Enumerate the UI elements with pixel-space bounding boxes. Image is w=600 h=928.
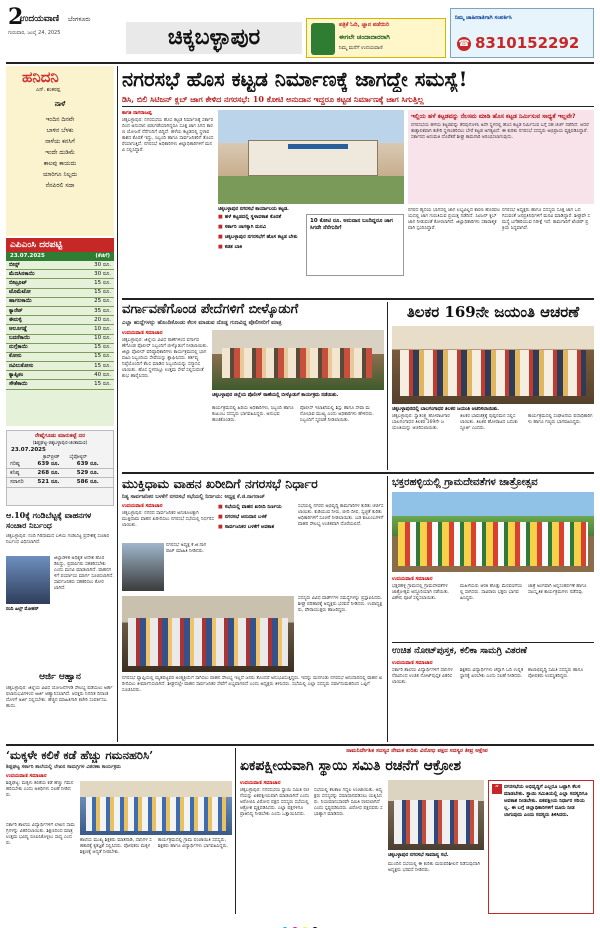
masthead — [6, 4, 594, 60]
vegetable-name: ಮೆಣಸಿನಕಾಯಿ — [6, 270, 69, 279]
left-story-1-headline: ಆ.10ಕ್ಕೆ ಗಂಡಿಬೆಟ್ಟಕ್ಕೆ ವಾಹನಗಳ ಸಂಚಾರ ನಿರ್ಬಂಧ — [6, 510, 92, 530]
highlight-item — [218, 524, 294, 531]
table-row — [6, 362, 114, 371]
quote-mark-icon: “ — [492, 784, 502, 794]
ad1-line1: ಪತ್ರಿಕೆ ಓದಿ, ಜ್ಞಾನ ಪಡೆಯಿರಿ — [339, 22, 389, 28]
masthead-date: ಗುರುವಾರ, ಜುಲೈ 24, 2025 — [8, 30, 61, 36]
police-headline: ವರ್ಗಾವಣೆಗೊಂಡ ಪೇದೆಗಳಿಗೆ ಬೀಳ್ಕೊಡುಗೆ — [122, 302, 299, 317]
highlight-text: ಸಾರ್ವಜನಿಕರ ಬಳಕೆಗೆ ಅವಕಾಶ — [224, 524, 275, 530]
vehicle-headline: ಮುಕ್ತಿಧಾಮ ವಾಹನ ಖರೀದಿಗೆ ನಗರಸಭೆ ನಿರ್ಧಾರ — [122, 476, 318, 491]
vegetable-price: 30 ರೂ. — [69, 261, 114, 270]
vegetable-price: 35 ರೂ. — [69, 306, 114, 315]
table-row — [7, 460, 113, 469]
vegetable-name: ಬೀನ್ಸ್ — [6, 261, 69, 270]
ad1-line3: ನಿಮ್ಮ ಮನೆಗೆ ಉದಯವಾಣಿ — [339, 45, 383, 51]
lead-subhead: ಡಿಸಿ, ಬಿಲಿ ಸಿಟಿಜನ್ ಕ್ಲಬ್ ಜಾಗ ಕೇಳಿದ ನಗರಸಭೆ: 10 ಕೋಟಿ ಅನುದಾನ ಇದ್ದರೂ ಕಟ್ಟಡ ನಿರ್ಮಾಣಕ್ಕೆ ಜಾಗ ಸಿಗುತ್ತಿಲ್ಲ — [122, 94, 424, 104]
lead-body-col5: ನಗರಸಭೆ ಅಧ್ಯಕ್ಷರು ಹಾಗೂ ಸದಸ್ಯರು ಸೂಕ್ತ ಜಾಗ ಒದಗಿಸುವಂತೆ ಜನಪ್ರತಿನಿಧಿಗಳಿಗೆ ಮನವಿ ಮಾಡಿದ್ದಾರೆ. ಶೀಘ್ರವೇ ಸಮಸ್ಯೆ ಬಗೆಹರಿಯುವ ನಿರೀಕ್ಷೆ ಇದೆ. ಕಾಮಗಾರಿಗೆ ಟೆಂಡರ್ ಪ್ರಕ್ರಿಯೆ ಸಿದ್ಧವಾಗಿದೆ. — [502, 208, 590, 231]
committee-body-1: ಚಿಕ್ಕಬಳ್ಳಾಪುರ: ನಗರಸಭೆಯ ಸ್ಥಾಯಿ ಸಮಿತಿ ರಚನೆಯನ್ನು ಏಕಪಕ್ಷೀಯವಾಗಿ ಮಾಡಲಾಗಿದೆ ಎಂದು ಆರೋಪಿಸಿ ವಿರೋಧ ಪಕ್ಷದ ಸದಸ್ಯರು ಸಭೆಯಲ್ಲಿ ಆಕ್ರೋಶ ವ್ಯಕ್ತಪಡಿಸಿದರು. ಎಲ್ಲಾ ಪಕ್ಷಗಳಿಗೂ ಪ್ರಾತಿನಿಧ್ಯ ನೀಡಬೇಕು ಎಂದು ಒತ್ತಾಯಿಸಿದರು. — [240, 788, 310, 817]
lead-photo — [218, 110, 404, 204]
highlight-item — [218, 224, 302, 231]
police-photo — [212, 330, 384, 390]
vegetable-name: ಕ್ಯಾಪ್ಸಿಕಂ — [6, 371, 69, 380]
portrait-photo — [6, 556, 50, 604]
police-subhead: ಎಲ್ಲಾ ಹುದ್ದೆಗಳನ್ನು ಹೊಂದಿಕೊಂಡು ಕೆಲಸ ಮಾಡುವ ದೊಡ್ಡ ಗುಣವಿದ್ದ ಪೊಲೀಸರಿಗೆ ಮಾತ್ರ — [122, 320, 282, 326]
left-story-2 — [6, 672, 114, 742]
silk-rate-value: 268 ರೂ. — [35, 469, 74, 478]
vegetable-price: 30 ರೂ. — [69, 270, 114, 279]
highlight-text: ಸರ್ಕಾರಿ ಜಾಗಕ್ಕಾಗಿ ಮನವಿ — [224, 224, 266, 230]
print-color-bar — [268, 918, 332, 926]
school-body-3: ಶಾಲೆಯ ಮುಖ್ಯ ಶಿಕ್ಷಕರು ಮಾತನಾಡಿ, ದಾನಿಗಳ ಸಹಕಾರಕ್ಕೆ ಕೃತಜ್ಞತೆ ಸಲ್ಲಿಸಿದರು. ಪೋಷಕರು ಮಕ್ಕಳ ಶಿಕ್ಷಣಕ್ಕೆ ಆದ್ಯತೆ ನೀಡಬೇಕು. — [80, 838, 152, 855]
highlight-item — [218, 514, 294, 521]
left-story-1-body-2: ಜಿಲ್ಲಾಡಳಿತ ಅಧಿಕೃತ ಆದೇಶ ಹೊರಡಿಸಿದ್ದು, ಪ್ರವಾಸಿಗರು ಸಹಕರಿಸಬೇಕು ಎಂದು ಮನವಿ ಮಾಡಲಾಗಿದೆ. ವಾಹನಗಳಿಗೆ ಪರ್ಯಾಯ ಮಾರ್ಗ ಸೂಚಿಸಲಾಗಿದೆ. ಸಾರ್ವಜನಿಕರು ಸಹಕರಿಸಲು ಕೋರಲಾಗಿದೆ. — [54, 556, 114, 591]
silk-rate-value: 639 ರೂ. — [74, 460, 113, 469]
paper-name: ಉದಯವಾಣಿ — [20, 14, 60, 24]
school-subhead: ಶಿಡ್ಲಘಟ್ಟ ಸರ್ಕಾರಿ ಶಾಲೆಯಲ್ಲಿ ಲೇಖನ ಸಾಮಗ್ರಿಗಳ ವಿತರಣಾ ಕಾರ್ಯಕ್ರಮ — [6, 764, 121, 770]
left-story-1-body: ಚಿಕ್ಕಬಳ್ಳಾಪುರ: ನಂದಿ ಗಿರಿಧಾಮದ ಬಳಿಯ ಗಂಡಿಬೆಟ್ಟ ಪ್ರದೇಶಕ್ಕೆ ಸಂಚಾರ ನಿರ್ಬಂಧ ವಿಧಿಸಲಾಗಿದೆ. — [6, 534, 110, 545]
silk-rate-value: 521 ರೂ. — [35, 478, 74, 487]
police-body-3: ಪೊಲೀಸ್ ಇಲಾಖೆಯಲ್ಲಿ ಶಿಸ್ತು ಹಾಗೂ ಸೇವಾ ಮನೋಭಾವ ಮುಖ್ಯ ಎಂದು ಅಧಿಕಾರಿಗಳು ಹೇಳಿದರು. ಸಿಬ್ಬಂದಿಗೆ ಸ್ಮರಣಿಕೆ ನೀಡಲಾಯಿತು. — [300, 406, 374, 423]
silk-rate-value: 586 ರೂ. — [74, 478, 113, 487]
poem-line: ಇಂದಿನ ದಿನವೇ — [45, 116, 75, 123]
vehicle-body-3: ಸದಸ್ಯರು ವಿವಿಧ ವಾರ್ಡ್‌ಗಳ ಸಮಸ್ಯೆಗಳನ್ನು ಪ್ರಸ್ತಾಪಿಸಿದರು. ಶೀಘ್ರ ಪರಿಹಾರಕ್ಕೆ ಅಧ್ಯಕ್ಷರು ಭರವಸೆ ನೀಡಿದರು. ಉಪಾಧ್ಯಕ್ಷರು, ಪೌರಾಯುಕ್ತರು ಹಾಜರಿದ್ದರು. — [298, 596, 383, 613]
table-row — [6, 343, 114, 352]
temple-body-2: ಮಹಿಳೆಯರು ಆರತಿ ಹೊತ್ತು ಮೆರವಣಿಗೆಯಲ್ಲಿ ಸಾಗಿದರು. ಸಾವಿರಾರು ಭಕ್ತರು ಭಾಗವಹಿಸಿದ್ದರು. — [460, 584, 523, 601]
temple-byline: ಉದಯವಾಣಿ ಸಮಾಚಾರ — [392, 576, 433, 582]
side-box-body: ನಗರಸಭೆಯ ಹಳೆಯ ಕಟ್ಟಡವನ್ನು ತೆರವುಗೊಳಿಸಿ ಅದೇ ಸ್ಥಳದಲ್ಲಿ ಹೊಸ ಕಟ್ಟಡ ನಿರ್ಮಿಸುವ ಬಗ್ಗೆ ಸಹ ಚರ್ಚೆ ನಡೆದಿದೆ. ಆದರೆ ತಾತ್ಕಾಲಿಕವಾಗಿ ಕಚೇರಿ ಸ್ಥಳಾಂತರಿಸಲು ಬೇರೆ ಕಟ್ಟಡ ಅಗತ್ಯವಿದೆ. ಈ ಕುರಿತು ನಗರಸಭೆ ಸದಸ್ಯರು ಅಭಿಪ್ರಾಯ ವ್ಯಕ್ತಪಡಿಸಿದ್ದಾರೆ. ಸರ್ಕಾರದ ಅನುಮತಿ ದೊರೆತರೆ ಶೀಘ್ರ ಕಾಮಗಾರಿ ಆರಂಭಿಸಲಾಗುವುದು. — [411, 123, 589, 140]
apmc-rates-box — [6, 238, 114, 426]
highlight-text: ಸಭೆಯಲ್ಲಿ ವಾಹನ ಖರೀದಿ ನಿರ್ಣಯ — [224, 504, 282, 510]
books-headline: ಉಚಿತ ನೋಟ್‌ಪುಸ್ತಕ, ಕಲಿಕಾ ಸಾಮಗ್ರಿ ವಿತರಣೆ — [392, 646, 527, 656]
police-byline: ಉದಯವಾಣಿ ಸಮಾಚಾರ — [122, 330, 163, 336]
table-row — [6, 325, 114, 334]
poem-title: ನಾಳೆ — [54, 100, 66, 108]
vegetable-name: ನವಿಲುಕೋಸು — [6, 362, 69, 371]
books-body-3: ಶಾಲಾಭಿವೃದ್ಧಿ ಸಮಿತಿ ಸದಸ್ಯರು ಹಾಗೂ ಪೋಷಕರು ಉಪಸ್ಥಿತರಿದ್ದರು. — [528, 668, 584, 679]
table-row — [6, 297, 114, 306]
committee-byline: ಉದಯವಾಣಿ ಸಮಾಚಾರ — [240, 780, 281, 786]
honey-author: ಎನ್. ಶಂಕರಪ್ಪ — [36, 87, 61, 93]
tilak-body-3: ಕಾರ್ಯಕ್ರಮದಲ್ಲಿ ಸಂಘಟನೆಯ ಪದಾಧಿಕಾರಿಗಳು ಹಾಗೂ ಗಣ್ಯರು ಭಾಗವಹಿಸಿದ್ದರು. — [528, 414, 593, 425]
silk-rate-label: ಕನಿಷ್ಠ — [7, 469, 35, 478]
table-row — [7, 469, 113, 478]
left-story-2-headline: ಆರ್ಜಿ ಆಹ್ವಾನ — [39, 672, 81, 682]
edition-banner — [126, 22, 302, 54]
honey-drop-box — [6, 66, 114, 236]
vegetable-name: ಸೌತೆಕಾಯಿ — [6, 380, 69, 389]
vegetable-price: 10 ರೂ. — [69, 334, 114, 343]
bullet-icon: ■ — [218, 514, 223, 520]
temple-photo — [392, 492, 594, 572]
left-story-2-body: ಚಿಕ್ಕಬಳ್ಳಾಪುರ: ಜಿಲ್ಲೆಯ ವಿವಿಧ ಯೋಜನೆಗಳಡಿ ಸೌಲಭ್ಯ ಪಡೆಯಲು ಅರ್ಹ ಫಲಾನುಭವಿಗಳಿಂದ ಅರ್ಜಿ ಆಹ್ವಾನಿಸಲಾಗಿದೆ. ಆಸಕ್ತರು ನಿಗದಿತ ದಿನಾಂಕದೊಳಗೆ ಅರ್ಜಿ ಸಲ್ಲಿಸಬೇಕು. ಹೆಚ್ಚಿನ ಮಾಹಿತಿಗಾಗಿ ಕಚೇರಿ ಸಂಪರ್ಕಿಸಬಹುದು. — [6, 686, 113, 709]
committee-kicker: ನಾಮನಿರ್ದೇಶಿತ ಸದಸ್ಯರ ನೇಮಕ ಕುರಿತು ವಿರೋಧ ಪಕ್ಷದ ಸದಸ್ಯರ ತೀವ್ರ ಆಕ್ಷೇಪ — [346, 748, 488, 754]
silk-head-cross: ಕ್ರಾಸ್‌ಬ್ರೀಡ್ — [43, 455, 60, 460]
school-body-4: ಕಾರ್ಯಕ್ರಮದಲ್ಲಿ ಗ್ರಾಮ ಪಂಚಾಯಿತಿ ಸದಸ್ಯರು, ಶಿಕ್ಷಕರು ಹಾಗೂ ವಿದ್ಯಾರ್ಥಿಗಳು ಭಾಗವಹಿಸಿದ್ದರು. — [158, 838, 229, 849]
vehicle-highlights — [218, 504, 294, 594]
vegetable-name: ಕ್ಯಾರೆಟ್ — [6, 306, 69, 315]
silk-subtitle: (ಶಿಡ್ಲಘಟ್ಟ-ಚಿಕ್ಕಬಳ್ಳಾಪುರ-ಚಿಂತಾಮಣಿ) — [32, 441, 88, 446]
apmc-title: ಎಪಿಎಂಸಿ ದರಪಟ್ಟಿ — [6, 238, 114, 252]
poem-line: ನೆನಪಿರಲಿ ಸದಾ — [45, 182, 75, 189]
lead-body-col1: ಚಿಕ್ಕಬಳ್ಳಾಪುರ: ನಗರಸಭೆಯ ಹೊಸ ಕಟ್ಟಡ ನಿರ್ಮಾಣಕ್ಕೆ ಸರ್ಕಾರದಿಂದ ಅನುದಾನ ಬಿಡುಗಡೆಯಾಗಿದ್ದರೂ ಸೂಕ್ತ ಜಾಗ ಸಿಗದ ಕಾರಣ ಯೋಜನೆ ನೆನೆಗುದಿಗೆ ಬಿದ್ದಿದೆ. ಹಳೆಯ ಕಟ್ಟಡದಲ್ಲಿ ಸ್ಥಳಾವಕಾಶದ ಕೊರತೆ ಇದ್ದು, ಸಿಬ್ಬಂದಿ ಹಾಗೂ ಸಾರ್ವಜನಿಕರಿಗೆ ತೊಂದರೆಯಾಗುತ್ತಿದೆ. ನಗರಸಭೆ ಅಧಿಕಾರಿಗಳು ಜಿಲ್ಲಾಧಿಕಾರಿಗಳಿಗೆ ಮನವಿ ಸಲ್ಲಿಸಿದ್ದಾರೆ. — [122, 118, 214, 153]
committee-body-2: ಸಭೆಯಲ್ಲಿ ಕೆಲಕಾಲ ಗದ್ದಲ ಉಂಟಾಯಿತು. ಅಧ್ಯಕ್ಷರು ಸದಸ್ಯರನ್ನು ಸಮಾಧಾನಪಡಿಸಲು ಯತ್ನಿಸಿದರು. ನಿಯಮಾನುಸಾರವೇ ಸಮಿತಿ ರಚಿಸಲಾಗಿದೆ ಎಂದು ಸ್ಪಷ್ಟಪಡಿಸಿದರು. ವಿರೋಧ ಪಕ್ಷದವರು ಸಭಾತ್ಯಾಗ ಮಾಡಿದರು. — [314, 788, 383, 817]
books-body-2: ಶಿಕ್ಷಕರು ವಿದ್ಯಾರ್ಥಿಗಳು ಚೆನ್ನಾಗಿ ಓದಿ ಉನ್ನತ ಸ್ಥಾನಕ್ಕೆ ಏರಬೇಕು ಎಂದು ಸಲಹೆ ನೀಡಿದರು. — [460, 668, 524, 679]
committee-quote-box — [488, 780, 594, 914]
vehicle-body: ಚಿಕ್ಕಬಳ್ಳಾಪುರ: ನಗರದ ಸಾರ್ವಜನಿಕರ ಅನುಕೂಲಕ್ಕಾಗಿ ಮುಕ್ತಿಧಾಮ ವಾಹನ ಖರೀದಿಸಲು ನಗರಸಭೆ ಸಭೆಯಲ್ಲಿ ನಿರ್ಧರಿಸಲಾಯಿತು. — [122, 511, 214, 528]
silk-rates-table — [7, 460, 113, 488]
bullet-icon: ■ — [218, 504, 223, 510]
vehicle-portrait — [122, 543, 164, 591]
quote-text: 10 ಕೋಟಿ ರೂ. ಅನುದಾನ ಬಂದಿದ್ದರೂ ಜಾಗ ಸಿಗದೇ ನೆನೆಗುದಿಗೆ — [310, 218, 393, 231]
committee-headline: ಏಕಪಕ್ಷೀಯವಾಗಿ ಸ್ಥಾಯಿ ಸಮಿತಿ ರಚನೆಗೆ ಆಕ್ರೋಶ — [240, 758, 461, 774]
highlight-text: ನಗರಸಭೆ ಅನುದಾನ ಬಳಕೆ — [224, 514, 267, 520]
table-row — [6, 306, 114, 315]
silk-rate-value: 529 ರೂ. — [74, 469, 113, 478]
vehicle-body-2: ಸಭೆಯಲ್ಲಿ ನಗರದ ಅಭಿವೃದ್ಧಿ ಕಾಮಗಾರಿಗಳ ಕುರಿತು ಚರ್ಚಿಸಲಾಯಿತು. ಕುಡಿಯುವ ನೀರು, ಬೀದಿ ದೀಪ, ಸ್ವಚ್ಛತೆ ಕುರಿತು ಅಧಿಕಾರಿಗಳಿಗೆ ಸೂಚನೆ ನೀಡಲಾಯಿತು. ಬಡ ಕುಟುಂಬಗಳಿಗೆ ವಾಹನ ಸೌಲಭ್ಯ ಉಚಿತವಾಗಿ ದೊರೆಯಲಿದೆ. — [298, 504, 384, 527]
lead-side-box — [408, 110, 594, 204]
highlight-text: ಚಿಕ್ಕಬಳ್ಳಾಪುರ ನಗರಸಭೆಗೆ ಹೊಸ ಕಟ್ಟಡ ಬೇಕು — [224, 234, 298, 240]
silk-title: ರೇಷ್ಮೆಗೂಡು ಮಾರುಕಟ್ಟೆ ದರ — [35, 433, 85, 439]
vehicle-group-photo — [122, 596, 294, 672]
highlight-item — [218, 504, 294, 511]
ad2-line1: ನಿಮ್ಮ ಜಾಹೀರಾತಿಗಾಗಿ ಸಂಪರ್ಕಿಸಿ — [455, 15, 512, 21]
vegetable-price: 15 ರೂ. — [69, 288, 114, 297]
bullet-icon: ■ — [218, 244, 223, 250]
committee-photo — [388, 780, 484, 850]
table-row — [6, 352, 114, 361]
vegetable-price: 15 ರೂ. — [69, 380, 114, 389]
vehicle-body-4: ನಗರಸಭೆ ವ್ಯಾಪ್ತಿಯಲ್ಲಿ ಮೃತಪಟ್ಟವರ ಅಂತ್ಯಕ್ರಿಯೆಗೆ ಸಾಗಿಸಲು ವಾಹನ ಸೌಲಭ್ಯ ಇಲ್ಲದೆ ಜನರು ತೊಂದರೆ ಅನುಭವಿಸುತ್ತಿದ್ದರು. ಇದನ್ನು ಮನಗಂಡು ನಗರಸಭೆ ಅನುದಾನದಲ್ಲಿ ವಾಹನ ಖರೀದಿಸಲು ತೀರ್ಮಾನಿಸಲಾಗಿದೆ. ಶೀಘ್ರದಲ್ಲೇ ವಾಹನ ಸಾರ್ವಜನಿಕರ ಸೇವೆಗೆ ಲಭ್ಯವಾಗಲಿದೆ ಎಂದು ಅಧ್ಯಕ್ಷರು ತಿಳಿಸಿದರು. ಸಭೆಯಲ್ಲಿ ಎಲ್ಲಾ ಸದಸ್ಯರು ಸರ್ವಾನುಮತದಿಂದ ಒಪ್ಪಿಗೆ ಸೂಚಿಸಿದರು. — [122, 676, 383, 693]
highlight-text: ಹಳೆ ಕಟ್ಟಡದಲ್ಲಿ ಸ್ಥಳಾವಕಾಶ ಕೊರತೆ — [224, 214, 282, 220]
masthead-city: ಬೆಂಗಳೂರು — [68, 16, 91, 23]
lead-byline: ಕಾಗತಿ ನಾಗರಾಜಪ್ಪ — [122, 110, 152, 116]
ad-phone-number: 8310152292 — [475, 34, 580, 52]
vehicle-subhead: ನಿತ್ಯ ಸಾರ್ವಜನಿಕರ ಬಳಕೆಗೆ ನಗರಸಭೆ ಸಭೆಯಲ್ಲಿ ನಿರ್ಣಯ: ಅಧ್ಯಕ್ಷ ಕೆ.ಜಿ.ನಾಗರಾಜ್ — [122, 494, 265, 500]
table-row — [6, 316, 114, 325]
vegetable-name: ಟೊಮೆಟೋ — [6, 288, 69, 297]
vegetable-price: 20 ರೂ. — [69, 316, 114, 325]
table-row — [6, 288, 114, 297]
vegetable-name: ಈರುಳ್ಳಿ — [6, 316, 69, 325]
silk-rate-label: ಗರಿಷ್ಠ — [7, 460, 35, 469]
temple-body-1: ಭಕ್ತರಹಳ್ಳಿ ಗ್ರಾಮದಲ್ಲಿ ಗ್ರಾಮದೇವತೆಗಳ ಜಾತ್ರೋತ್ಸವ ಅದ್ದೂರಿಯಾಗಿ ನಡೆಯಿತು. ವಿಶೇಷ ಪೂಜೆ ಸಲ್ಲಿಸಲಾಯಿತು. — [392, 584, 450, 601]
police-caption: ಚಿಕ್ಕಬಳ್ಳಾಪುರ ಜಿಲ್ಲೆಯ ಪೊಲೀಸ್ ಠಾಣೆಯಲ್ಲಿ ಬೀಳ್ಕೊಡುಗೆ ಕಾರ್ಯಕ್ರಮ ನಡೆಯಿತು. — [212, 393, 339, 398]
vegetable-price: 15 ರೂ. — [69, 343, 114, 352]
ad1-line2: ಈಗಲೇ ಚಂದಾದಾರರಾಗಿ — [339, 33, 390, 41]
committee-quote-text: ನಗರಸಭೆಯ ಅಭಿವೃದ್ಧಿಗೆ ಎಲ್ಲರೂ ಒಟ್ಟಾಗಿ ಕೆಲಸ ಮಾಡಬೇಕು. ಸ್ಥಾಯಿ ಸಮಿತಿಯಲ್ಲಿ ಎಲ್ಲಾ ಸದಸ್ಯರಿಗೂ ಅವಕಾಶ ನೀಡಬೇಕು. ಏಕಪಕ್ಷೀಯ ನಿರ್ಧಾರ ಸರಿಯಲ್ಲ. ಈ ಬಗ್ಗೆ ಜಿಲ್ಲಾಧಿಕಾರಿಗಳಿಗೆ ದೂರು ನೀಡಲಾಗುವುದು ಎಂದು ಸದಸ್ಯರು ತಿಳಿಸಿದರು. — [504, 784, 588, 818]
school-headline: ‘ಮಕ್ಕಳೇ ಕಲಿಕೆ ಕಡೆ ಹೆಚ್ಚು ಗಮನಹರಿಸಿ’ — [6, 748, 154, 762]
vegetable-price: 15 ರೂ. — [69, 279, 114, 288]
books-byline: ಉದಯವಾಣಿ ಸಮಾಚಾರ — [392, 660, 433, 666]
silk-date: 23.07.2025 — [11, 447, 46, 453]
vehicle-byline: ಉದಯವಾಣಿ ಸಮಾಚಾರ — [122, 503, 163, 509]
committee-body-3: ಮುಂದಿನ ಸಭೆಯಲ್ಲಿ ಈ ಕುರಿತು ಮರುಪರಿಶೀಲನೆ ನಡೆಸುವುದಾಗಿ ಅಧ್ಯಕ್ಷರು ಭರವಸೆ ನೀಡಿದರು. — [388, 862, 481, 873]
table-row — [6, 334, 114, 343]
bullet-icon: ■ — [218, 234, 223, 240]
edition-title: ಚಿಕ್ಕಬಳ್ಳಾಪುರ — [167, 25, 261, 50]
police-body: ಚಿಕ್ಕಬಳ್ಳಾಪುರ: ಜಿಲ್ಲೆಯ ವಿವಿಧ ಠಾಣೆಗಳಿಂದ ವರ್ಗಾವಣೆಗೊಂಡ ಪೊಲೀಸ್ ಸಿಬ್ಬಂದಿಗೆ ಬೀಳ್ಕೊಡುಗೆ ನೀಡಲಾಯಿತು. ಜಿಲ್ಲಾ ಪೊಲೀಸ್ ವರಿಷ್ಠಾಧಿಕಾರಿಗಳು ಕಾರ್ಯಕ್ರಮದಲ್ಲಿ ಭಾಗವಹಿಸಿ ಸಿಬ್ಬಂದಿಯ ಸೇವೆಯನ್ನು ಶ್ಲಾಘಿಸಿದರು. ಕರ್ತವ್ಯ ನಿಷ್ಠೆಯೊಂದಿಗೆ ಕೆಲಸ ಮಾಡಿದ ಸಿಬ್ಬಂದಿಯನ್ನು ಸನ್ಮಾನಿಸಲಾಯಿತು. ಹೊಸ ಸ್ಥಳದಲ್ಲೂ ಉತ್ತಮ ಸೇವೆ ಸಲ್ಲಿಸುವಂತೆ ಶುಭ ಹಾರೈಸಿದರು. — [122, 338, 208, 379]
phone-hand-illustration — [311, 23, 335, 55]
vegetable-name: ಬೀಟ್ರೂಟ್ — [6, 279, 69, 288]
apmc-rates-table — [6, 261, 114, 390]
vegetable-price: 15 ರೂ. — [69, 362, 114, 371]
tilak-photo — [392, 326, 594, 404]
lead-quote-box — [306, 214, 404, 276]
page-number: 2 — [8, 4, 24, 30]
bullet-icon: ■ — [218, 224, 223, 230]
table-row — [6, 279, 114, 288]
poem-line: ಯಾರಿಗೂ ನಿಲ್ಲದು — [42, 171, 78, 178]
police-body-2: ಕಾರ್ಯಕ್ರಮದಲ್ಲಿ ಹಿರಿಯ ಅಧಿಕಾರಿಗಳು, ಸಿಬ್ಬಂದಿ ಹಾಗೂ ಕುಟುಂಬ ಸದಸ್ಯರು ಭಾಗವಹಿಸಿದ್ದರು. ಅನುಭವ ಹಂಚಿಕೊಂಡರು. — [212, 406, 294, 423]
phone-icon: ☎ — [458, 39, 470, 49]
vegetable-price: 10 ರೂ. — [69, 325, 114, 334]
apmc-date: 23.07.2025 — [10, 253, 45, 259]
silk-head-bivoltine: ಬೈವೋಲ್ಟಿನ್ — [69, 455, 88, 460]
table-row — [6, 380, 114, 389]
lead-headline: ನಗರಸಭೆ ಹೊಸ ಕಟ್ಟಡ ನಿರ್ಮಾಣಕ್ಕೆ ಜಾಗದ್ದೇ ಸಮಸ್ಯೆ! — [122, 67, 468, 91]
poem-line: ಬಾಳಿನ ಬೆಳಕು — [46, 127, 74, 134]
poem-line: ಇಂದೇ ದುಡಿಮೆ — [45, 149, 75, 156]
side-box-headline: ಇಲ್ಲಿಯ ಹಳೆ ಕಟ್ಟಡವನ್ನು ನೆಲಸಮ ಮಾಡಿ ಹೊಸ ಕಟ್ಟಡ ನಿರ್ಮಿಸುವ ಸಾಧ್ಯತೆ ಇಲ್ಲವೇ? — [411, 113, 576, 120]
vehicle-body-b: ನಗರಸಭೆ ಅಧ್ಯಕ್ಷ ಕೆ.ಜಿ.ನಾಗರಾಜ್ ಮಾಹಿತಿ ನೀಡಿದರು. — [166, 543, 207, 554]
highlight-item — [218, 214, 302, 221]
lead-photo-caption: ಚಿಕ್ಕಬಳ್ಳಾಪುರ ನಗರಸಭೆ ಕಾರ್ಯಾಲಯ ಕಟ್ಟಡ. — [218, 207, 289, 212]
vegetable-price: 15 ರೂ. — [69, 352, 114, 361]
subscription-ad — [306, 18, 446, 58]
vegetable-name: ಬದನೆಕಾಯಿ — [6, 334, 69, 343]
poem-line: ಕಾಲವು ಕಾಯದು — [43, 160, 77, 167]
bullet-icon: ■ — [218, 214, 223, 220]
school-byline: ಉದಯವಾಣಿ ಸಮಾಚಾರ — [6, 773, 47, 779]
school-photo — [80, 781, 232, 835]
highlight-item — [218, 244, 302, 251]
honey-title: ಹನಿದನಿ — [22, 68, 59, 86]
temple-body-3: ಜಾತ್ರೆ ಅಂಗವಾಗಿ ಅನ್ನಸಂತರ್ಪಣೆ ಹಾಗೂ ಸಾಂಸ್ಕೃತಿಕ ಕಾರ್ಯಕ್ರಮಗಳು ನಡೆದವು. — [528, 584, 587, 595]
classified-ad — [450, 8, 594, 58]
highlight-item — [218, 234, 302, 241]
books-body-1: ಸರ್ಕಾರಿ ಶಾಲೆಯ ವಿದ್ಯಾರ್ಥಿಗಳಿಗೆ ದಾನಿಗಳ ನೆರವಿನಿಂದ ಉಚಿತ ನೋಟ್‌ಪುಸ್ತಕ ವಿತರಿಸಲಾಯಿತು. — [392, 668, 453, 685]
bullet-icon: ■ — [218, 524, 223, 530]
table-row — [7, 478, 113, 487]
vegetable-name: ಆಲೂಗಡ್ಡೆ — [6, 325, 69, 334]
vegetable-name: ಹಾಗಲಕಾಯಿ — [6, 297, 69, 306]
vegetable-price: 40 ರೂ. — [69, 371, 114, 380]
school-body-1: ಶಿಡ್ಲಘಟ್ಟ: ಮಕ್ಕಳು ಕಲಿಕೆಯ ಕಡೆ ಹೆಚ್ಚು ಗಮನ ಹರಿಸಬೇಕು ಎಂದು ಅತಿಥಿಗಳು ಸಲಹೆ ನೀಡಿದರು. — [6, 781, 74, 798]
lead-body-col4: ನಗರದ ಹೃದಯ ಭಾಗದಲ್ಲಿ ಜಾಗ ಲಭ್ಯವಿಲ್ಲದ ಕಾರಣ ಹೊರವಲಯದಲ್ಲಿ ಜಾಗ ಗುರುತಿಸುವ ಪ್ರಯತ್ನ ನಡೆದಿದೆ. ಸಿಟಿಜನ್ ಕ್ಲಬ್ ಜಾಗ ನೀಡುವಂತೆ ಕೋರಲಾಗಿದೆ. ಜಿಲ್ಲಾಧಿಕಾರಿಗಳು ಸಕಾರಾತ್ಮಕವಾಗಿ ಸ್ಪಂದಿಸಿದ್ದಾರೆ. — [408, 208, 500, 231]
apmc-unit: (ಕೆಜಿಗೆ) — [95, 253, 110, 259]
silk-rate-label: ಸರಾಸರಿ — [7, 478, 35, 487]
vegetable-name: ಕೋಸು — [6, 352, 69, 361]
temple-headline: ಭಕ್ತರಹಳ್ಳಿಯಲ್ಲಿ ಗ್ರಾಮದೇವತೆಗಳ ಜಾತ್ರೋತ್ಸವ — [392, 477, 538, 488]
left-story-1-caption: ನಂದಿ ಹಿಲ್ಸ್ ಮೋಹನ್ — [6, 607, 39, 612]
tilak-caption: ಚಿಕ್ಕಬಳ್ಳಾಪುರದಲ್ಲಿ ಬಾಲಗಂಗಾಧರ ತಿಲಕರ ಜಯಂತಿ ಆಚರಿಸಲಾಯಿತು. — [392, 407, 499, 412]
lead-highlights — [218, 214, 302, 278]
table-row — [6, 261, 114, 270]
left-story-1 — [6, 510, 114, 670]
table-row — [6, 270, 114, 279]
tilak-body-1: ಚಿಕ್ಕಬಳ್ಳಾಪುರ: ಸ್ವಾತಂತ್ರ್ಯ ಹೋರಾಟಗಾರ ಬಾಲಗಂಗಾಧರ ತಿಲಕರ 169ನೇ ಜಯಂತಿಯನ್ನು ಆಚರಿಸಲಾಯಿತು. — [392, 414, 450, 431]
tilak-headline: ತಿಲಕರ 169ನೇ ಜಯಂತಿ ಆಚರಣೆ — [406, 303, 580, 321]
vegetable-price: 25 ರೂ. — [69, 297, 114, 306]
poem-body — [6, 114, 114, 191]
school-body-2: ಸರ್ಕಾರಿ ಶಾಲೆಯ ವಿದ್ಯಾರ್ಥಿಗಳಿಗೆ ಲೇಖನ ಸಾಮಗ್ರಿಗಳನ್ನು ವಿತರಿಸಲಾಯಿತು. ಶಿಕ್ಷಣದಿಂದ ಮಾತ್ರ ಉತ್ತಮ ಭವಿಷ್ಯ ರೂಪಿಸಿಕೊಳ್ಳಲು ಸಾಧ್ಯ ಎಂದರು. — [6, 823, 75, 846]
tilak-body-2: ತಿಲಕರ ಭಾವಚಿತ್ರಕ್ಕೆ ಪುಷ್ಪನಮನ ಸಲ್ಲಿಸಲಾಯಿತು. ತಿಲಕರ ಹೋರಾಟದ ಬದುಕು ಸ್ಫೂರ್ತಿ ಎಂದರು. — [460, 414, 518, 431]
table-row — [6, 371, 114, 380]
vegetable-name: ನುಗ್ಗೆಕಾಯಿ — [6, 343, 69, 352]
highlight-text: ಕಡತ ಬಾಕಿ — [224, 244, 243, 250]
silk-rates-box — [6, 430, 114, 506]
poem-line: ನಾಳೆಯ ಕನಸಿಗೆ — [45, 138, 75, 145]
silk-rate-value: 639 ರೂ. — [35, 460, 74, 469]
committee-caption: ಚಿಕ್ಕಬಳ್ಳಾಪುರ ನಗರಸಭೆ ಸಾಮಾನ್ಯ ಸಭೆ. — [388, 853, 449, 858]
